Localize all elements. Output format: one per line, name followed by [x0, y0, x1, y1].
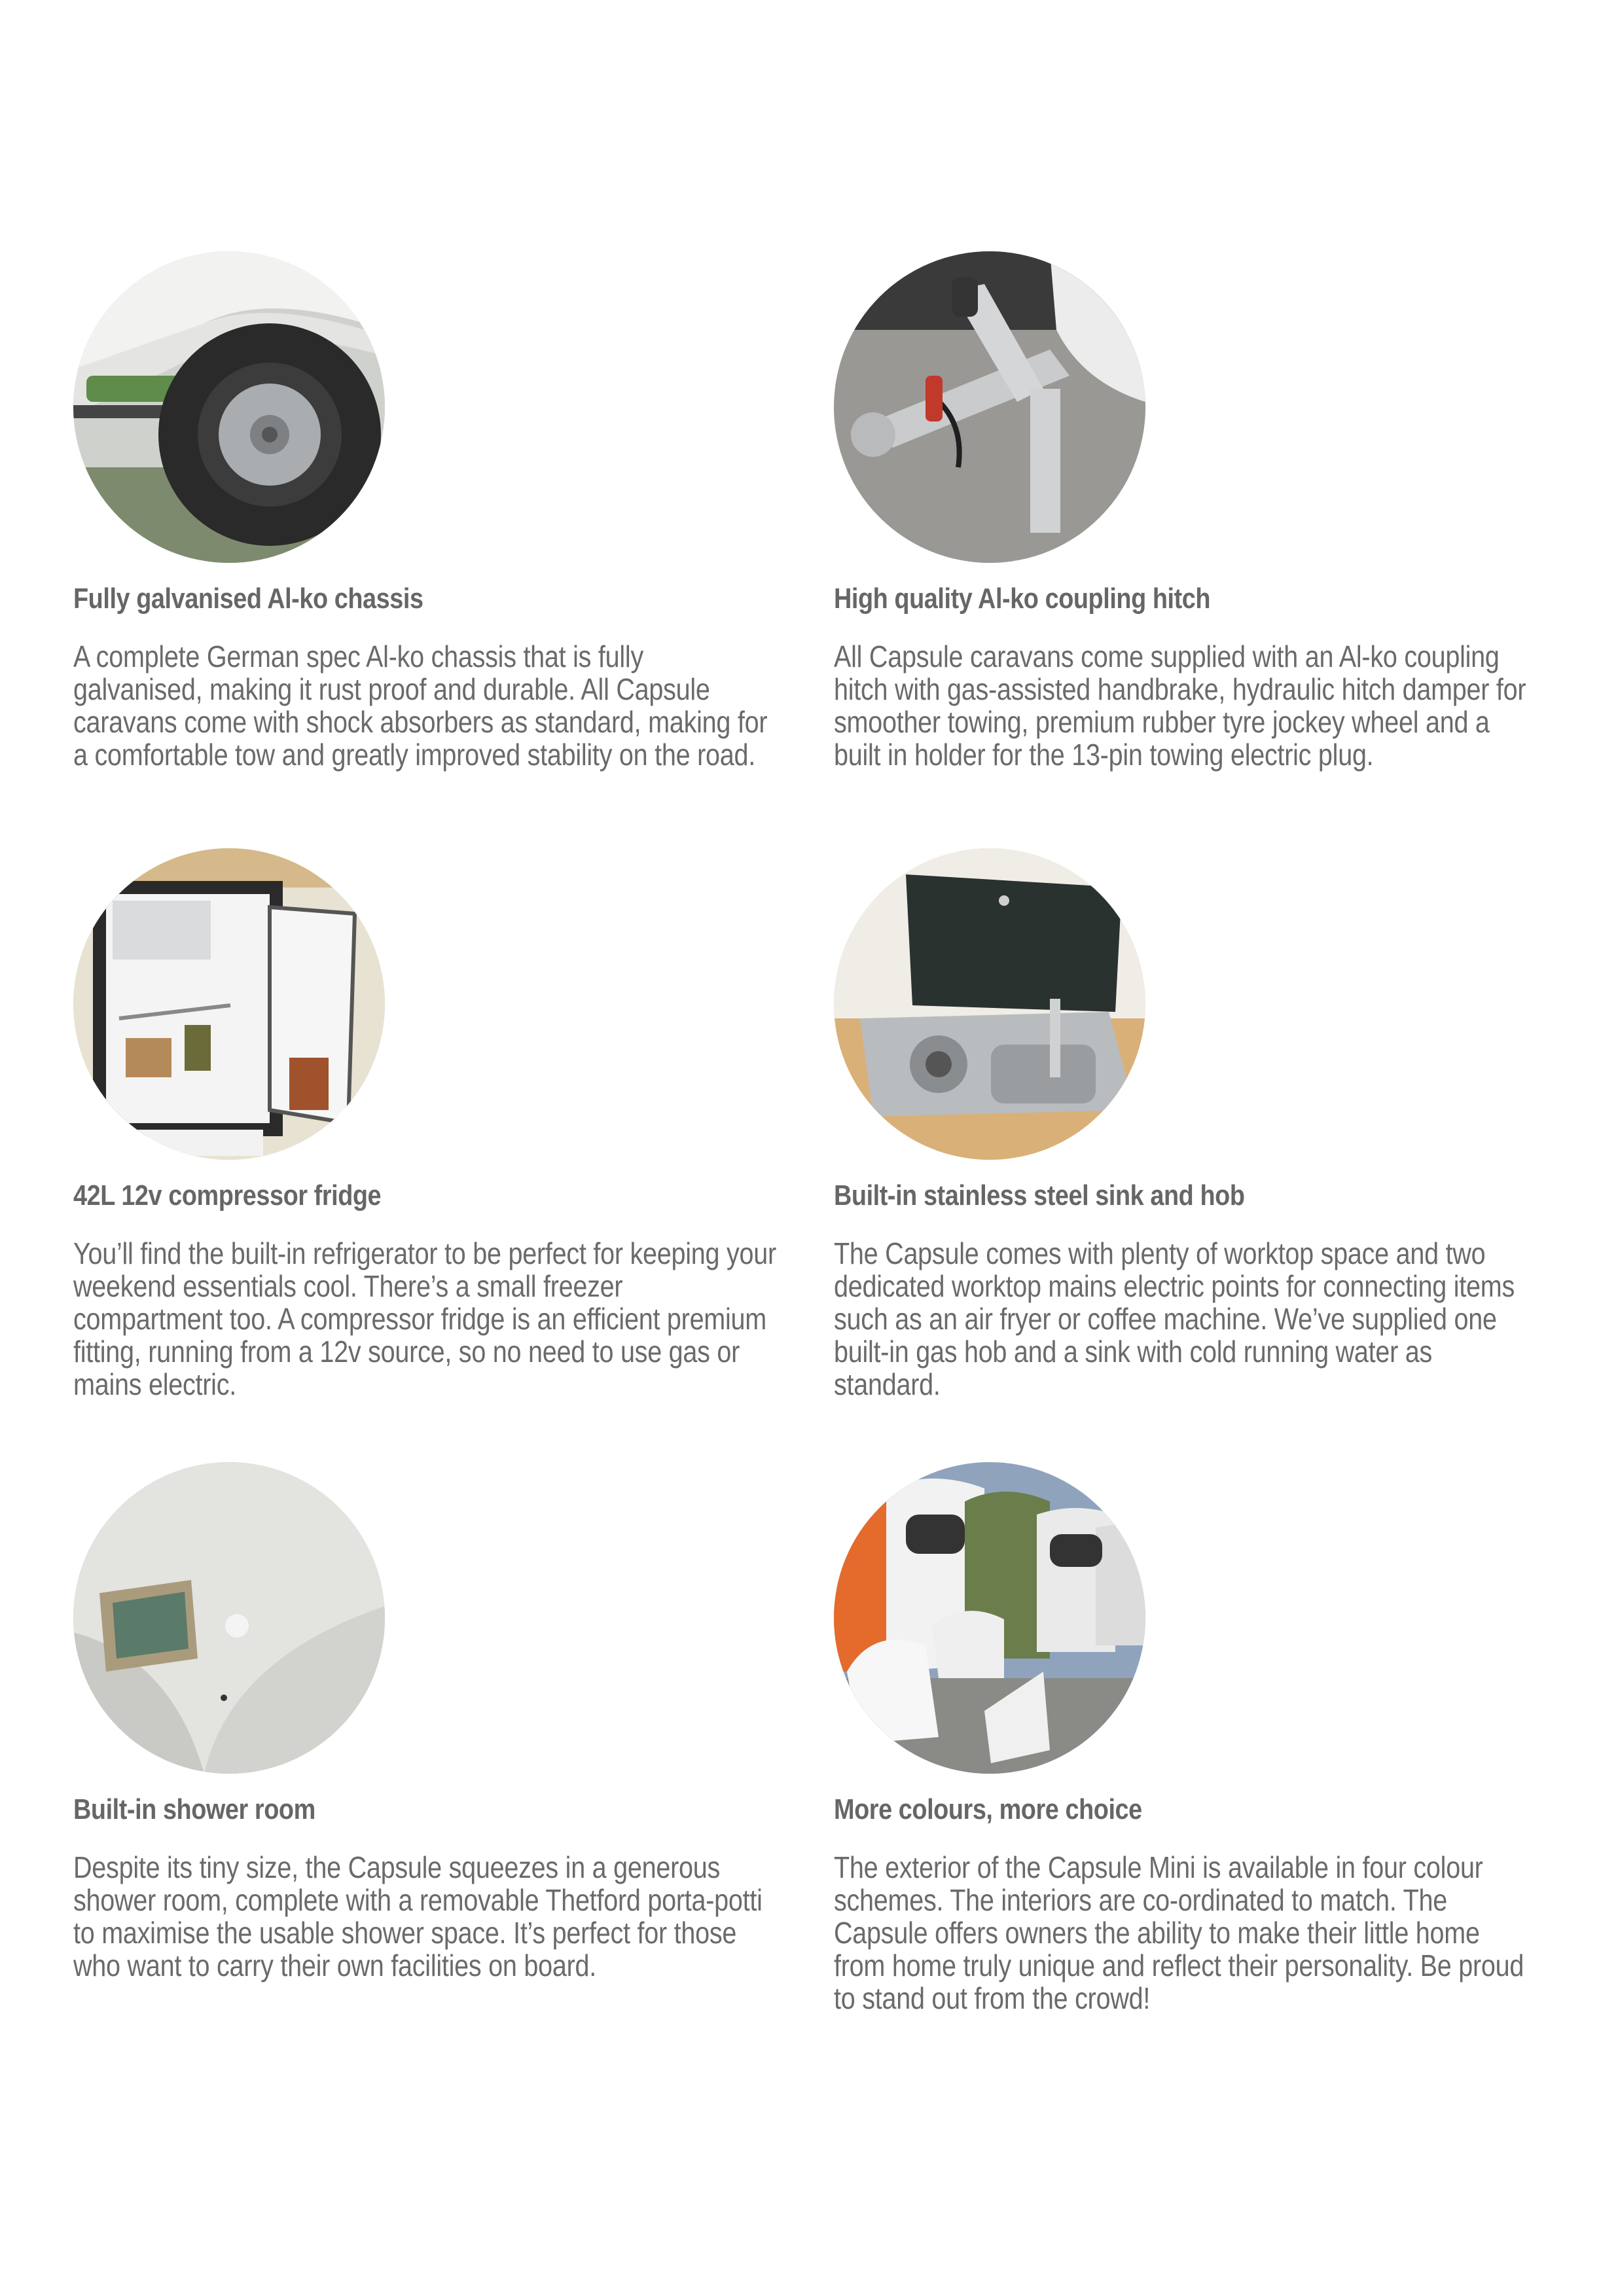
feature-description: The Capsule comes with plenty of worktop space and two dedicated worktop mains electric points for connecting items such as an air fryer or coffee machine. We’ve supplied one built-in gas hob and a sink with cold running water as standard. [834, 1236, 1515, 1401]
feature-description: All Capsule caravans come supplied with an Al-ko coupling hitch with gas-assisted handbrake, hydraulic hitch damper for smoother towing, premium rubber tyre jockey wheel and a built in holder for the 13-pin towing electric plug. [834, 639, 1526, 772]
feature-description: The exterior of the Capsule Mini is available in four colour schemes. The interiors are co-ordinated to match. The Capsule offers owners the ability to make their little home from home truly unique and reflect their personality. Be proud to stand out from the crowd! [834, 1850, 1524, 2015]
coupling-hitch-photo [834, 251, 1145, 563]
chassis-wheel-photo [73, 251, 385, 563]
shower-room-photo [73, 1462, 385, 1774]
feature-title: More colours, more choice [834, 1793, 1142, 1825]
feature-title: Fully galvanised Al-ko chassis [73, 583, 423, 615]
feature-colours [834, 1462, 1541, 2015]
feature-title: 42L 12v compressor fridge [73, 1179, 382, 1211]
feature-description: You’ll find the built-in refrigerator to be perfect for keeping your weekend essentials cool. There’s a small freezer compartment too. A compressor fridge is an efficient premium fitting, running from a 12v source, so no need to use gas or mains electric. [73, 1236, 776, 1401]
feature-title: High quality Al-ko coupling hitch [834, 583, 1211, 615]
feature-description: A complete German spec Al-ko chassis that is fully galvanised, making it rust proof and durable. All Capsule caravans come with shock absorbers as standard, making for a comfortable tow and greatly improved stability on the road. [73, 639, 768, 772]
feature-chassis [73, 251, 780, 772]
feature-title: Built-in shower room [73, 1793, 315, 1825]
feature-shower-room [73, 1462, 780, 1982]
caravan-colours-photo [834, 1462, 1145, 1774]
feature-title: Built-in stainless steel sink and hob [834, 1179, 1245, 1211]
fridge-photo [73, 848, 385, 1160]
feature-coupling-hitch [834, 251, 1541, 772]
feature-fridge [73, 848, 780, 1401]
feature-description: Despite its tiny size, the Capsule squeezes in a generous shower room, complete with a removable Thetford porta-potti to maximise the usable shower space. It’s perfect for those who want to carry their own facilities on board. [73, 1850, 763, 1982]
sink-hob-photo [834, 848, 1145, 1160]
feature-sink-hob [834, 848, 1541, 1401]
